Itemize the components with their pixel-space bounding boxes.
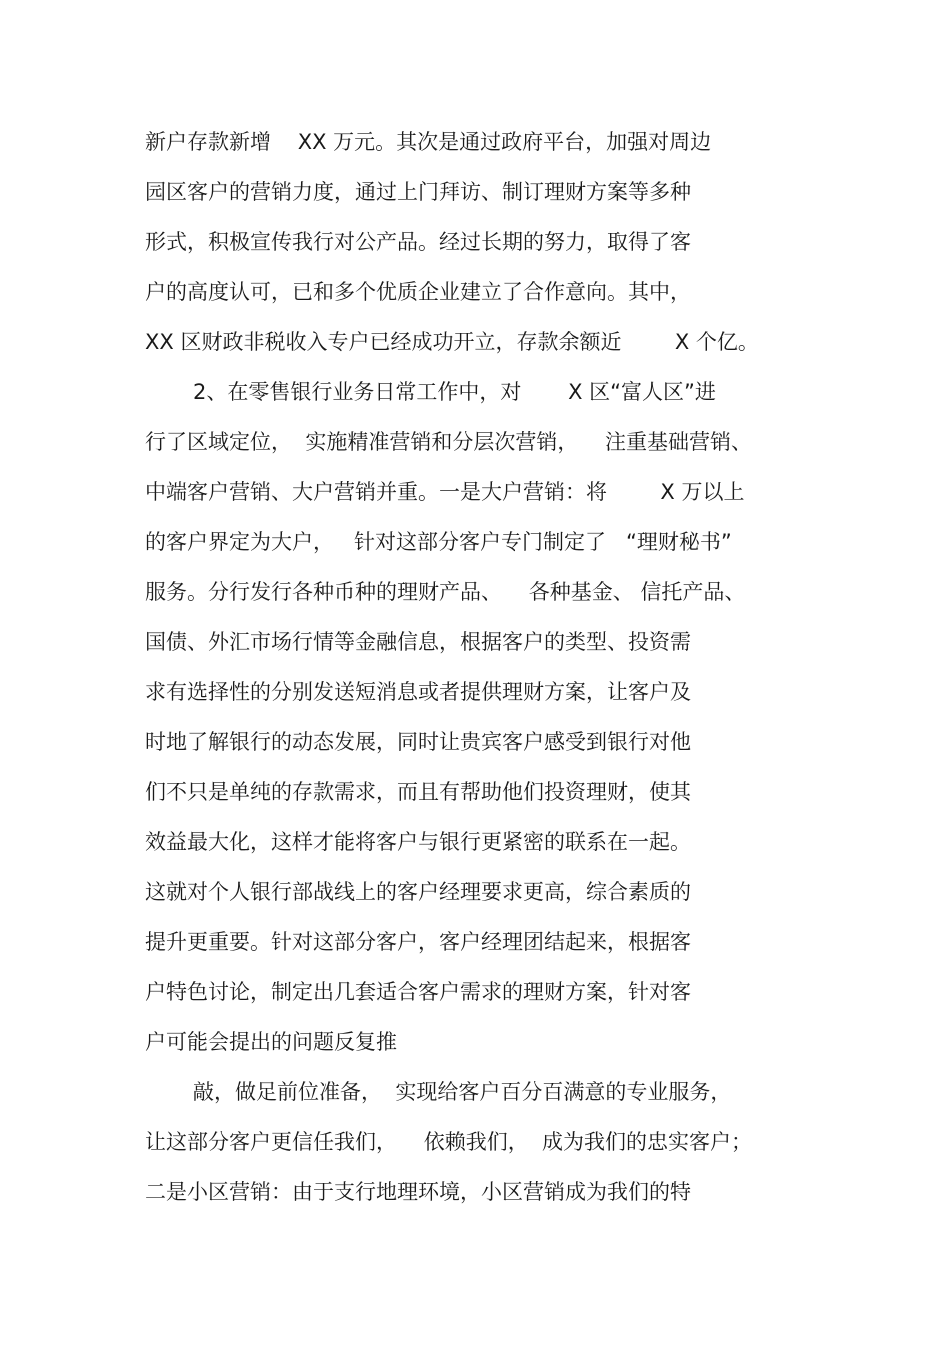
text-line-10: 服务。分行发行各种币种的理财产品、 各种基金、 信托产品、 bbox=[145, 580, 746, 604]
text-line-7: 行了区域定位， 实施精准营销和分层次营销， 注重基础营销、 bbox=[145, 430, 753, 454]
text-line-8: 中端客户营销、大户营销并重。一是大户营销：将 X 万以上 bbox=[145, 480, 745, 504]
text-line-3: 形式，积极宣传我行对公产品。经过长期的努力，取得了客 bbox=[145, 230, 691, 254]
text-line-5: XX 区财政非税收入专户已经成功开立，存款余额近 X 个亿。 bbox=[145, 330, 759, 354]
text-line-20: 敲，做足前位准备， 实现给客户百分百满意的专业服务， bbox=[193, 1080, 732, 1104]
text-line-6: 2、在零售银行业务日常工作中，对 X 区“富人区”进 bbox=[193, 380, 716, 404]
text-line-18: 户特色讨论，制定出几套适合客户需求的理财方案，针对客 bbox=[145, 980, 691, 1004]
text-line-17: 提升更重要。针对这部分客户，客户经理团结起来，根据客 bbox=[145, 930, 691, 954]
text-line-12: 求有选择性的分别发送短消息或者提供理财方案，让客户及 bbox=[145, 680, 691, 704]
text-line-21: 让这部分客户更信任我们， 依赖我们， 成为我们的忠实客户； bbox=[145, 1130, 753, 1154]
text-line-14: 们不只是单纯的存款需求，而且有帮助他们投资理财，使其 bbox=[145, 780, 691, 804]
text-line-15: 效益最大化，这样才能将客户与银行更紧密的联系在一起。 bbox=[145, 830, 691, 854]
text-line-11: 国债、外汇市场行情等金融信息，根据客户的类型、投资需 bbox=[145, 630, 691, 654]
text-line-22: 二是小区营销：由于支行地理环境，小区营销成为我们的特 bbox=[145, 1180, 691, 1204]
text-line-13: 时地了解银行的动态发展，同时让贵宾客户感受到银行对他 bbox=[145, 730, 691, 754]
text-line-2: 园区客户的营销力度，通过上门拜访、制订理财方案等多种 bbox=[145, 180, 691, 204]
text-line-16: 这就对个人银行部战线上的客户经理要求更高，综合素质的 bbox=[145, 880, 691, 904]
text-line-1: 新户存款新增 XX 万元。其次是通过政府平台，加强对周边 bbox=[145, 130, 712, 154]
text-line-9: 的客户界定为大户， 针对这部分客户专门制定了 “理财秘书” bbox=[145, 530, 732, 554]
text-line-19: 户可能会提出的问题反复推 bbox=[145, 1030, 397, 1054]
text-line-4: 户的高度认可，已和多个优质企业建立了合作意向。其中， bbox=[145, 280, 691, 304]
